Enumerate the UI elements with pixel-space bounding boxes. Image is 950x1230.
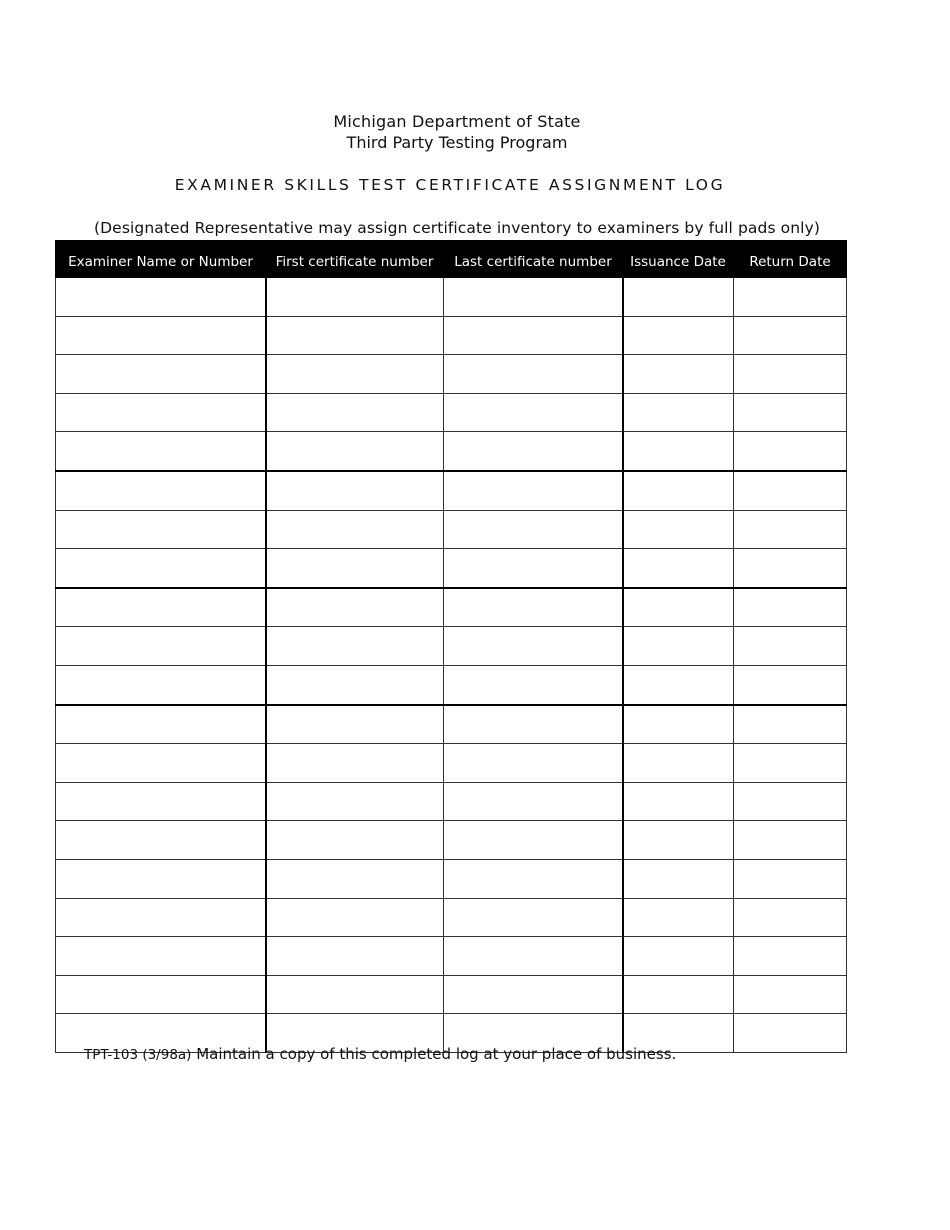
table-body: [56, 278, 847, 1053]
first-certificate-cell[interactable]: [266, 665, 444, 704]
agency-name: Michigan Department of State: [333, 112, 581, 131]
first-certificate-cell[interactable]: [266, 705, 444, 744]
first-certificate-cell[interactable]: [266, 510, 444, 549]
table-row: [56, 627, 847, 666]
table-row: [56, 316, 847, 355]
first-certificate-cell[interactable]: [266, 588, 444, 627]
issuance-date-cell[interactable]: [623, 355, 734, 394]
issuance-date-cell[interactable]: [623, 705, 734, 744]
first-certificate-cell[interactable]: [266, 744, 444, 783]
examiner-cell[interactable]: [56, 975, 266, 1014]
last-certificate-cell[interactable]: [444, 975, 623, 1014]
first-certificate-cell[interactable]: [266, 393, 444, 432]
return-date-cell[interactable]: [734, 744, 847, 783]
table-header-row: [56, 241, 847, 278]
last-certificate-cell[interactable]: [444, 859, 623, 898]
table-row: [56, 665, 847, 704]
return-date-cell[interactable]: [734, 316, 847, 355]
issuance-date-cell[interactable]: [623, 588, 734, 627]
issuance-date-cell[interactable]: [623, 665, 734, 704]
return-date-cell[interactable]: [734, 471, 847, 510]
last-certificate-cell[interactable]: [444, 510, 623, 549]
examiner-cell[interactable]: [56, 355, 266, 394]
table-row: [56, 278, 847, 317]
table-row: [56, 705, 847, 744]
last-certificate-cell[interactable]: [444, 821, 623, 860]
issuance-date-cell[interactable]: [623, 975, 734, 1014]
form-title: EXAMINER SKILLS TEST CERTIFICATE ASSIGNMENT LOG: [174, 176, 726, 194]
last-certificate-cell[interactable]: [444, 937, 623, 976]
table-row: [56, 744, 847, 783]
form-code: TPT-103 (3/98a): [84, 1047, 192, 1063]
examiner-cell[interactable]: [56, 588, 266, 627]
examiner-cell[interactable]: [56, 432, 266, 471]
last-certificate-cell[interactable]: [444, 355, 623, 394]
return-date-cell[interactable]: [734, 510, 847, 549]
first-certificate-cell[interactable]: [266, 782, 444, 821]
first-certificate-cell[interactable]: [266, 316, 444, 355]
footer-note: Maintain a copy of this completed log at your place of business.: [196, 1045, 677, 1063]
column-header-issuance-date: Issuance Date: [623, 241, 734, 278]
issuance-date-cell[interactable]: [623, 510, 734, 549]
examiner-cell[interactable]: [56, 821, 266, 860]
first-certificate-cell[interactable]: [266, 898, 444, 937]
return-date-cell[interactable]: [734, 782, 847, 821]
last-certificate-cell[interactable]: [444, 471, 623, 510]
examiner-cell[interactable]: [56, 278, 266, 317]
column-header-first-certificate: First certificate number: [266, 241, 444, 278]
return-date-cell[interactable]: [734, 393, 847, 432]
issuance-date-cell[interactable]: [623, 937, 734, 976]
issuance-date-cell[interactable]: [623, 898, 734, 937]
issuance-date-cell[interactable]: [623, 821, 734, 860]
examiner-cell[interactable]: [56, 898, 266, 937]
first-certificate-cell[interactable]: [266, 937, 444, 976]
table-row: [56, 549, 847, 588]
examiner-cell[interactable]: [56, 859, 266, 898]
issuance-date-cell[interactable]: [623, 744, 734, 783]
first-certificate-cell[interactable]: [266, 549, 444, 588]
first-certificate-cell[interactable]: [266, 355, 444, 394]
examiner-cell[interactable]: [56, 705, 266, 744]
first-certificate-cell[interactable]: [266, 278, 444, 317]
return-date-cell[interactable]: [734, 898, 847, 937]
examiner-cell[interactable]: [56, 549, 266, 588]
table-row: [56, 393, 847, 432]
table-row: [56, 510, 847, 549]
issuance-date-cell[interactable]: [623, 316, 734, 355]
issuance-date-cell[interactable]: [623, 859, 734, 898]
examiner-cell[interactable]: [56, 627, 266, 666]
table-row: [56, 782, 847, 821]
last-certificate-cell[interactable]: [444, 744, 623, 783]
first-certificate-cell[interactable]: [266, 471, 444, 510]
examiner-cell[interactable]: [56, 471, 266, 510]
table-row: [56, 898, 847, 937]
first-certificate-cell[interactable]: [266, 627, 444, 666]
last-certificate-cell[interactable]: [444, 782, 623, 821]
first-certificate-cell[interactable]: [266, 432, 444, 471]
return-date-cell[interactable]: [734, 859, 847, 898]
table-row: [56, 937, 847, 976]
return-date-cell[interactable]: [734, 821, 847, 860]
footer: [84, 1045, 676, 1063]
last-certificate-cell[interactable]: [444, 627, 623, 666]
return-date-cell[interactable]: [734, 627, 847, 666]
table-row: [56, 975, 847, 1014]
return-date-cell[interactable]: [734, 278, 847, 317]
last-certificate-cell[interactable]: [444, 705, 623, 744]
last-certificate-cell[interactable]: [444, 316, 623, 355]
return-date-cell[interactable]: [734, 1014, 847, 1053]
return-date-cell[interactable]: [734, 432, 847, 471]
issuance-date-cell[interactable]: [623, 549, 734, 588]
examiner-cell[interactable]: [56, 510, 266, 549]
examiner-cell[interactable]: [56, 393, 266, 432]
issuance-date-cell[interactable]: [623, 393, 734, 432]
return-date-cell[interactable]: [734, 549, 847, 588]
issuance-date-cell[interactable]: [623, 627, 734, 666]
issuance-date-cell[interactable]: [623, 278, 734, 317]
return-date-cell[interactable]: [734, 665, 847, 704]
column-header-return-date: Return Date: [734, 241, 847, 278]
return-date-cell[interactable]: [734, 975, 847, 1014]
first-certificate-cell[interactable]: [266, 859, 444, 898]
instruction-text: (Designated Representative may assign certificate inventory to examiners by full pads only): [94, 219, 820, 237]
program-name: Third Party Testing Program: [346, 133, 568, 152]
assignment-log-table: [55, 240, 847, 1053]
column-header-last-certificate: Last certificate number: [444, 241, 623, 278]
examiner-cell[interactable]: [56, 782, 266, 821]
first-certificate-cell[interactable]: [266, 821, 444, 860]
table-row: [56, 432, 847, 471]
examiner-cell[interactable]: [56, 744, 266, 783]
return-date-cell[interactable]: [734, 705, 847, 744]
table-row: [56, 859, 847, 898]
return-date-cell[interactable]: [734, 937, 847, 976]
last-certificate-cell[interactable]: [444, 665, 623, 704]
last-certificate-cell[interactable]: [444, 549, 623, 588]
first-certificate-cell[interactable]: [266, 975, 444, 1014]
issuance-date-cell[interactable]: [623, 471, 734, 510]
last-certificate-cell[interactable]: [444, 588, 623, 627]
table-row: [56, 355, 847, 394]
table-row: [56, 821, 847, 860]
return-date-cell[interactable]: [734, 355, 847, 394]
table-row: [56, 588, 847, 627]
return-date-cell[interactable]: [734, 588, 847, 627]
issuance-date-cell[interactable]: [623, 782, 734, 821]
table-row: [56, 471, 847, 510]
issuance-date-cell[interactable]: [623, 432, 734, 471]
examiner-cell[interactable]: [56, 937, 266, 976]
last-certificate-cell[interactable]: [444, 898, 623, 937]
examiner-cell[interactable]: [56, 316, 266, 355]
examiner-cell[interactable]: [56, 665, 266, 704]
last-certificate-cell[interactable]: [444, 393, 623, 432]
last-certificate-cell[interactable]: [444, 278, 623, 317]
column-header-examiner: Examiner Name or Number: [56, 241, 266, 278]
last-certificate-cell[interactable]: [444, 432, 623, 471]
